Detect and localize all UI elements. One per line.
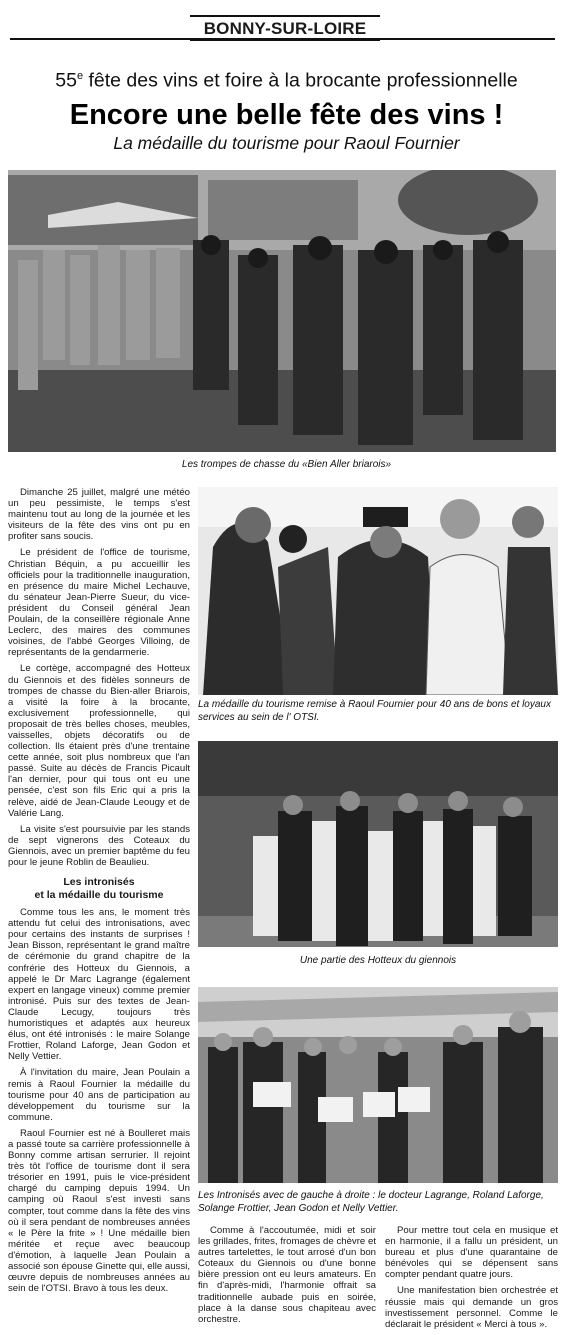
supertitle-number: 55 [55, 69, 77, 92]
paragraph-raoul: Raoul Fournier est né à Boulleret mais a passé toute sa carrière professionnelle à Bonny comme artisan serrurier. Il rejoint très tôt l'office de tourisme dont il sera trésorier en 1991, puis le vice-président chargé du camping depuis 1994. Un camping où Raoul s'est investi sans compter, tout comme dans la fête des vins où il sera pendant de nombreuses années « le Père la frite » ! Une médaille bien méritée et reçue avec beaucoup d'émotion, à laquelle Jean Poulain a associé son épouse Ginette qui, elle aussi, œuvre depuis de nombreuses années au sein de l'OTSI. Bravo à tous les deux. [8, 1127, 190, 1295]
medal-photo-caption: La médaille du tourisme remise à Raoul Fournier pour 40 ans de bons et loyaux services au sein de l' OTSI. [198, 699, 551, 723]
intronises-photo-caption: Les Intronisés avec de gauche à droite : le docteur Lagrange, Roland Laforge, Solange Frottier, Jean Godon et Nelly Vettier. [198, 1190, 544, 1214]
paragraph-intronisations: Comme tous les ans, le moment très attendu fut celui des intronisations, avec pour certains des instants de surprises ! Jean Bisson, représentant le grand maître de cérémonie du grand chapitre de la confrérie des Hotteux du Giennois, a appelé le Dr Marc Lagrange (également expert en langage vineux) comme premier intronisé. Puis sur des textes de Jean-Claude Lecugy, toujours très humoristiques et adaptés aux heureux élus, ont été intronisés : le maire Solange Frottier, Roland Laforge, Jean Godon et Nelly Vettier. [8, 907, 190, 1063]
paragraph-volunteers: Pour mettre tout cela en musique et en harmonie, il a fallu un président, un bureau et plus d'une quarantaine de bénévoles qui se dépensent sans compter pendant quatre jours. [385, 1225, 558, 1281]
medal-photo [198, 487, 558, 695]
intertitle-line-1: Les intronisés [63, 876, 135, 889]
intertitle [8, 876, 190, 901]
intertitle-line-2: et la médaille du tourisme [34, 888, 164, 901]
main-photo-caption: Les trompes de chasse du «Bien Aller briarois» [181, 459, 392, 470]
paragraph-medal: À l'invitation du maire, Jean Poulain a remis à Raoul Fournier la médaille du tourisme pour 40 ans de participation au développement du tourisme sur la commune. [8, 1067, 190, 1123]
paragraph-officials: Le président de l'office de tourisme, Christian Béquin, a pu accueillir les officiels pour la traditionnelle inauguration, en présence du maire Michel Lechauve, du sénateur Jean-Pierre Sueur, du vice-président du Conseil général Jean Poulain, de la conseillère régionale Anne Leclerc, des maires des communes voisines, de l'abbé Georges Villoing, de représentants de la gendarmerie. [8, 547, 190, 659]
article-left-column [8, 487, 190, 1333]
paragraph-cortege: Le cortège, accompagné des Hotteux du Giennois et des fidèles sonneurs de trompes de chasse du Bien-aller Briarois, a visité la foire à la brocante, exclusivement professionnelle, qui proposait de très belles choses, meubles, vaisselles, objets décoratifs ou de collection. Ils étaient près d'une trentaine cette année, soit plus nombreux que l'an passé. Suite au décès de Francis Picault l'an dernier, pour qui tous ont eu une pensée, c'est son fils Eric qui a pris la relève, aidé de Jean-Claude Leougy et de Valérie Lang. [8, 663, 190, 819]
paragraph-food: Comme à l'accoutumée, midi et soir les grillades, frites, fromages de chèvre et autres tartelettes, le tout arrosé d'un bon Coteaux du Giennois ou d'une bonne bière pression ont eu leurs amateurs. En fin d'après-midi, l'harmonie offrait sa traditionnelle aubade puis en soirée, place à la danse sous chapiteau avec orchestre. [198, 1225, 376, 1325]
intronises-photo [198, 987, 558, 1183]
supertitle-text: fête des vins et foire à la brocante professionnelle [83, 69, 518, 92]
headline: Encore une belle fête des vins ! [69, 99, 504, 131]
rubric-rule [10, 38, 555, 40]
paragraph-vignerons: La visite s'est poursuivie par les stands de sept vignerons des Coteaux du Giennois, avec un premier baptême du feu pour le jeune Roblin de Beaulieu. [8, 823, 190, 868]
subheadline: La médaille du tourisme pour Raoul Fournier [113, 133, 460, 153]
hotteux-photo [198, 741, 558, 947]
supertitle-ordinal: e [76, 70, 84, 82]
article-bottom-middle-column [198, 1225, 376, 1330]
main-photo [8, 170, 556, 452]
rubric-label: BONNY-SUR-LOIRE [203, 19, 367, 38]
paragraph-intro: Dimanche 25 juillet, malgré une météo un peu pessimiste, le temps s'est maintenu tout au long de la journée et les visiteurs de la fête des vins ont pu en profiter sans soucis. [8, 487, 190, 543]
supertitle [0, 64, 573, 93]
hotteux-photo-caption: Une partie des Hotteux du giennois [299, 955, 457, 966]
paragraph-thanks: Une manifestation bien orchestrée et réussie mais qui demande un gros investissement personnel. Comme le déclarait le président « Merci à tous ». [385, 1285, 558, 1330]
article-bottom-right-column [385, 1225, 558, 1335]
